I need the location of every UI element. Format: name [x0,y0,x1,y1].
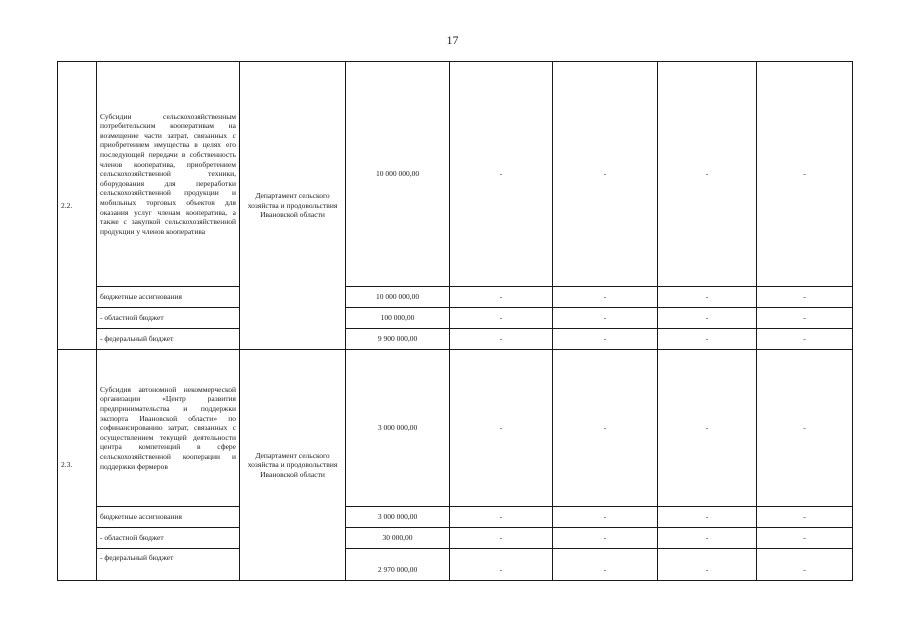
value-cell: - [553,528,658,549]
value-cell: - [658,528,757,549]
value-cell: - [450,287,553,308]
section-number: 2.2. [58,62,97,350]
budget-table [57,61,853,581]
amount-cell: 10 000 000,00 [346,287,450,308]
value-cell: - [553,350,658,507]
value-cell: - [757,308,853,329]
page-number: 17 [446,33,459,47]
value-cell: - [757,528,853,549]
row-label: - федеральный бюджет [97,329,240,350]
value-cell: - [553,308,658,329]
amount-cell: 3 000 000,00 [346,507,450,528]
value-cell: - [757,507,853,528]
amount-cell: 100 000,00 [346,308,450,329]
value-cell: - [553,287,658,308]
amount-cell: 10 000 000,00 [346,62,450,287]
section-row [58,350,853,507]
value-cell: - [757,329,853,350]
amount-cell: 30 000,00 [346,528,450,549]
value-cell: - [757,62,853,287]
section-description: Субсидии сельскохозяйственным потребительским кооперативам на возмещение части затрат, связанных с приобретением имущества в целях его последующей передачи в собственность членов кооператива, приобретением сельскохозяйственной техники, оборудования для переработки сельскохозяйственной продукции и мобильных торговых объектов для оказания услуг членам кооператива, а также с закупкой сельскохозяйственной продукции у членов кооператива [97,62,240,287]
row-label: бюджетные ассигнования [97,287,240,308]
value-cell: - [450,528,553,549]
amount-cell: 3 000 000,00 [346,350,450,507]
value-cell: - [450,329,553,350]
budget-row [58,528,853,549]
value-cell: - [658,287,757,308]
value-cell: - [658,507,757,528]
section-description: Субсидия автономной некоммерческой организации «Центр развития предпринимательства и поддержки экспорта Ивановской области» по софинансированию затрат, связанных с осуществлением текущей деятельности центра компетенций в сфере сельскохозяйственной кооперации и поддержки фермеров [97,350,240,507]
value-cell: - [553,549,658,581]
budget-row [58,329,853,350]
value-cell: - [553,62,658,287]
amount-cell: 9 900 000,00 [346,329,450,350]
section-row [58,62,853,287]
value-cell: - [757,549,853,581]
value-cell: - [658,62,757,287]
value-cell: - [450,549,553,581]
responsible-department: Департамент сельского хозяйства и продовольствия Ивановской области [240,62,346,350]
value-cell: - [658,350,757,507]
value-cell: - [658,329,757,350]
budget-row [58,287,853,308]
responsible-department: Департамент сельского хозяйства и продовольствия Ивановской области [240,350,346,581]
value-cell: - [658,549,757,581]
value-cell: - [553,329,658,350]
row-label: - областной бюджет [97,308,240,329]
budget-row [58,549,853,581]
value-cell: - [450,507,553,528]
row-label: - федеральный бюджет [97,549,240,581]
budget-row [58,507,853,528]
section-number: 2.3. [58,350,97,581]
row-label: - областной бюджет [97,528,240,549]
row-label: бюджетные ассигнования [97,507,240,528]
budget-row [58,308,853,329]
value-cell: - [757,350,853,507]
value-cell: - [450,308,553,329]
value-cell: - [450,350,553,507]
value-cell: - [658,308,757,329]
value-cell: - [757,287,853,308]
value-cell: - [553,507,658,528]
amount-cell: 2 970 000,00 [346,549,450,581]
value-cell: - [450,62,553,287]
